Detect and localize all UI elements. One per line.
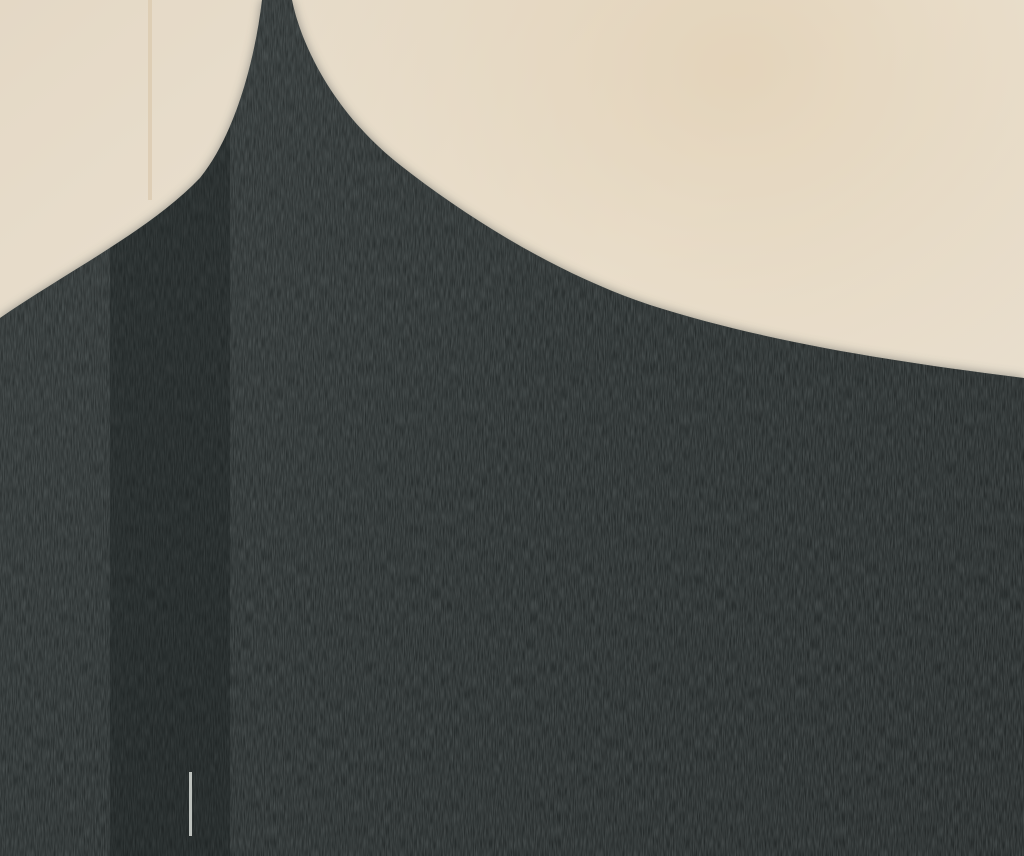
wood-grain-line — [148, 0, 152, 200]
loose-thread — [189, 772, 192, 836]
